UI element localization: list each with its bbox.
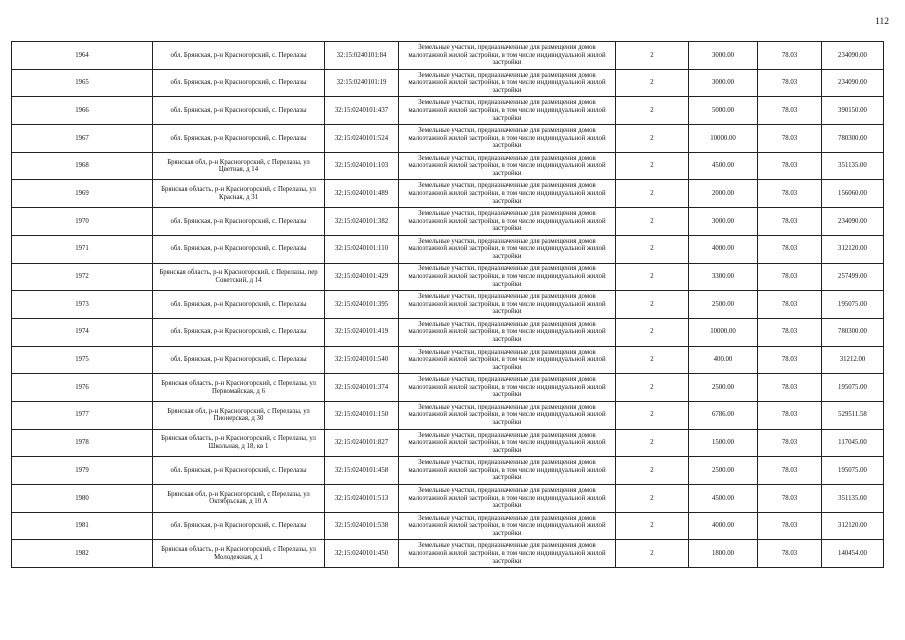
cadastral-value-cell: 31212.00 xyxy=(822,346,884,374)
area-cell: 4500.00 xyxy=(689,152,758,180)
table-row xyxy=(12,235,884,263)
row-number: 1979 xyxy=(12,457,153,485)
table-row xyxy=(12,540,884,568)
table-row xyxy=(12,263,884,291)
group-cell: 2 xyxy=(616,97,689,125)
area-cell: 3000.00 xyxy=(689,69,758,97)
rate-cell: 78.03 xyxy=(758,374,822,402)
table-row xyxy=(12,457,884,485)
cadastral-number-cell: 32:15:0240101:382 xyxy=(325,208,399,236)
land-use-cell: Земельные участки, предназначенные для размещения домов малоэтажной жилой застройки, в том числе индивидуальной жилой застройки xyxy=(399,263,616,291)
cadastral-number-cell: 32:15:0240101:540 xyxy=(325,346,399,374)
land-use-cell: Земельные участки, предназначенные для размещения домов малоэтажной жилой застройки, в том числе индивидуальной жилой застройки xyxy=(399,429,616,457)
cadastral-number-cell: 32:15:0240101:395 xyxy=(325,291,399,319)
area-cell: 2500.00 xyxy=(689,374,758,402)
cadastral-value-cell: 780300.00 xyxy=(822,125,884,153)
address-cell: Брянская обл, р-н Красногорский, с Перелазы, ул Пионерская, д 30 xyxy=(153,401,325,429)
group-cell: 2 xyxy=(616,485,689,513)
land-use-cell: Земельные участки, предназначенные для размещения домов малоэтажной жилой застройки, в том числе индивидуальной жилой застройки xyxy=(399,540,616,568)
address-cell: обл. Брянская, р-н Красногорский, с. Перелазы xyxy=(153,346,325,374)
row-number: 1977 xyxy=(12,401,153,429)
table-row xyxy=(12,318,884,346)
group-cell: 2 xyxy=(616,235,689,263)
group-cell: 2 xyxy=(616,318,689,346)
cadastral-value-cell: 257499.00 xyxy=(822,263,884,291)
rate-cell: 78.03 xyxy=(758,401,822,429)
row-number: 1969 xyxy=(12,180,153,208)
land-use-cell: Земельные участки, предназначенные для размещения домов малоэтажной жилой застройки, в том числе индивидуальной жилой застройки xyxy=(399,42,616,70)
cadastral-value-cell: 312120.00 xyxy=(822,235,884,263)
cadastral-value-cell: 195075.00 xyxy=(822,291,884,319)
address-cell: обл. Брянская, р-н Красногорский, с. Перелазы xyxy=(153,97,325,125)
cadastral-number-cell: 32:15:0240101:429 xyxy=(325,263,399,291)
area-cell: 3000.00 xyxy=(689,208,758,236)
rate-cell: 78.03 xyxy=(758,429,822,457)
row-number: 1965 xyxy=(12,69,153,97)
cadastral-number-cell: 32:15:0240101:827 xyxy=(325,429,399,457)
address-cell: Брянская обл, р-н Красногорский, с Перелазы, ул Октябрьская, д 10 А xyxy=(153,485,325,513)
rate-cell: 78.03 xyxy=(758,540,822,568)
address-cell: обл. Брянская, р-н Красногорский, с. Перелазы xyxy=(153,457,325,485)
address-cell: обл. Брянская, р-н Красногорский, с. Перелазы xyxy=(153,125,325,153)
cadastral-value-cell: 351135.00 xyxy=(822,485,884,513)
cadastral-number-cell: 32:15:0240101:458 xyxy=(325,457,399,485)
cadastral-value-cell: 195075.00 xyxy=(822,457,884,485)
area-cell: 2000.00 xyxy=(689,180,758,208)
group-cell: 2 xyxy=(616,69,689,97)
row-number: 1974 xyxy=(12,318,153,346)
group-cell: 2 xyxy=(616,42,689,70)
area-cell: 10000.00 xyxy=(689,318,758,346)
address-cell: обл. Брянская, р-н Красногорский, с. Перелазы xyxy=(153,291,325,319)
cadastral-value-cell: 117045.00 xyxy=(822,429,884,457)
cadastral-number-cell: 32:15:0240101:489 xyxy=(325,180,399,208)
land-use-cell: Земельные участки, предназначенные для размещения домов малоэтажной жилой застройки, в том числе индивидуальной жилой застройки xyxy=(399,512,616,540)
cadastral-value-cell: 780300.00 xyxy=(822,318,884,346)
table-row xyxy=(12,180,884,208)
group-cell: 2 xyxy=(616,512,689,540)
rate-cell: 78.03 xyxy=(758,125,822,153)
row-number: 1970 xyxy=(12,208,153,236)
cadastral-value-cell: 234090.00 xyxy=(822,42,884,70)
cadastral-number-cell: 32:15:0240101:524 xyxy=(325,125,399,153)
group-cell: 2 xyxy=(616,346,689,374)
rate-cell: 78.03 xyxy=(758,485,822,513)
table-row xyxy=(12,152,884,180)
row-number: 1966 xyxy=(12,97,153,125)
group-cell: 2 xyxy=(616,540,689,568)
address-cell: Брянская область, р-н Красногорский, с Перелазы, ул Красная, д 31 xyxy=(153,180,325,208)
land-use-cell: Земельные участки, предназначенные для размещения домов малоэтажной жилой застройки, в том числе индивидуальной жилой застройки xyxy=(399,152,616,180)
cadastral-number-cell: 32:15:0240101:374 xyxy=(325,374,399,402)
table-row xyxy=(12,208,884,236)
address-cell: обл. Брянская, р-н Красногорский, с. Перелазы xyxy=(153,208,325,236)
cadastral-number-cell: 32:15:0240101:110 xyxy=(325,235,399,263)
land-registry-table xyxy=(11,41,884,568)
address-cell: Брянская область, р-н Красногорский, с Перелазы, ул Молодежная, д 1 xyxy=(153,540,325,568)
group-cell: 2 xyxy=(616,291,689,319)
group-cell: 2 xyxy=(616,180,689,208)
rate-cell: 78.03 xyxy=(758,346,822,374)
rate-cell: 78.03 xyxy=(758,208,822,236)
group-cell: 2 xyxy=(616,125,689,153)
land-use-cell: Земельные участки, предназначенные для размещения домов малоэтажной жилой застройки, в том числе индивидуальной жилой застройки xyxy=(399,125,616,153)
rate-cell: 78.03 xyxy=(758,263,822,291)
land-use-cell: Земельные участки, предназначенные для размещения домов малоэтажной жилой застройки, в том числе индивидуальной жилой застройки xyxy=(399,235,616,263)
cadastral-value-cell: 351135.00 xyxy=(822,152,884,180)
cadastral-value-cell: 195075.00 xyxy=(822,374,884,402)
area-cell: 4000.00 xyxy=(689,512,758,540)
land-use-cell: Земельные участки, предназначенные для размещения домов малоэтажной жилой застройки, в том числе индивидуальной жилой застройки xyxy=(399,346,616,374)
table-row xyxy=(12,291,884,319)
table-row xyxy=(12,401,884,429)
land-use-cell: Земельные участки, предназначенные для размещения домов малоэтажной жилой застройки, в том числе индивидуальной жилой застройки xyxy=(399,97,616,125)
land-use-cell: Земельные участки, предназначенные для размещения домов малоэтажной жилой застройки, в том числе индивидуальной жилой застройки xyxy=(399,485,616,513)
cadastral-number-cell: 32:15:0240101:437 xyxy=(325,97,399,125)
group-cell: 2 xyxy=(616,208,689,236)
table-row xyxy=(12,97,884,125)
table-row xyxy=(12,125,884,153)
land-use-cell: Земельные участки, предназначенные для размещения домов малоэтажной жилой застройки, в том числе индивидуальной жилой застройки xyxy=(399,374,616,402)
cadastral-number-cell: 32:15:0240101:84 xyxy=(325,42,399,70)
table-row xyxy=(12,512,884,540)
row-number: 1972 xyxy=(12,263,153,291)
row-number: 1982 xyxy=(12,540,153,568)
row-number: 1967 xyxy=(12,125,153,153)
row-number: 1975 xyxy=(12,346,153,374)
area-cell: 3000.00 xyxy=(689,42,758,70)
rate-cell: 78.03 xyxy=(758,42,822,70)
cadastral-number-cell: 32:15:0240101:103 xyxy=(325,152,399,180)
address-cell: Брянская область, р-н Красногорский, с Перелазы, пер Советский, д 14 xyxy=(153,263,325,291)
cadastral-value-cell: 234090.00 xyxy=(822,69,884,97)
land-use-cell: Земельные участки, предназначенные для размещения домов малоэтажной жилой застройки, в том числе индивидуальной жилой застройки xyxy=(399,69,616,97)
table-row xyxy=(12,485,884,513)
row-number: 1973 xyxy=(12,291,153,319)
area-cell: 1500.00 xyxy=(689,429,758,457)
cadastral-number-cell: 32:15:0240101:513 xyxy=(325,485,399,513)
area-cell: 2500.00 xyxy=(689,457,758,485)
area-cell: 3300.00 xyxy=(689,263,758,291)
table-row xyxy=(12,374,884,402)
rate-cell: 78.03 xyxy=(758,291,822,319)
area-cell: 1800.00 xyxy=(689,540,758,568)
cadastral-number-cell: 32:15:0240101:419 xyxy=(325,318,399,346)
rate-cell: 78.03 xyxy=(758,97,822,125)
land-use-cell: Земельные участки, предназначенные для размещения домов малоэтажной жилой застройки, в том числе индивидуальной жилой застройки xyxy=(399,208,616,236)
address-cell: Брянская область, р-н Красногорский, с Перелазы, ул Первомайская, д 6 xyxy=(153,374,325,402)
land-use-cell: Земельные участки, предназначенные для размещения домов малоэтажной жилой застройки, в том числе индивидуальной жилой застройки xyxy=(399,457,616,485)
row-number: 1980 xyxy=(12,485,153,513)
row-number: 1978 xyxy=(12,429,153,457)
group-cell: 2 xyxy=(616,401,689,429)
row-number: 1971 xyxy=(12,235,153,263)
group-cell: 2 xyxy=(616,429,689,457)
area-cell: 4500.00 xyxy=(689,485,758,513)
cadastral-value-cell: 312120.00 xyxy=(822,512,884,540)
page-number: 112 xyxy=(875,17,889,27)
group-cell: 2 xyxy=(616,457,689,485)
address-cell: Брянская обл, р-н Красногорский, с Перелазы, ул Цветная, д 14 xyxy=(153,152,325,180)
area-cell: 5000.00 xyxy=(689,97,758,125)
rate-cell: 78.03 xyxy=(758,180,822,208)
cadastral-value-cell: 529511.58 xyxy=(822,401,884,429)
area-cell: 2500.00 xyxy=(689,291,758,319)
table-row xyxy=(12,346,884,374)
address-cell: обл. Брянская, р-н Красногорский, с. Перелазы xyxy=(153,512,325,540)
rate-cell: 78.03 xyxy=(758,235,822,263)
area-cell: 400.00 xyxy=(689,346,758,374)
cadastral-value-cell: 390150.00 xyxy=(822,97,884,125)
cadastral-value-cell: 140454.00 xyxy=(822,540,884,568)
row-number: 1976 xyxy=(12,374,153,402)
rate-cell: 78.03 xyxy=(758,512,822,540)
address-cell: обл. Брянская, р-н Красногорский, с. Перелазы xyxy=(153,318,325,346)
area-cell: 10000.00 xyxy=(689,125,758,153)
table-row xyxy=(12,429,884,457)
cadastral-value-cell: 156060.00 xyxy=(822,180,884,208)
cadastral-number-cell: 32:15:0240101:150 xyxy=(325,401,399,429)
group-cell: 2 xyxy=(616,263,689,291)
address-cell: обл. Брянская, р-н Красногорский, с. Перелазы xyxy=(153,69,325,97)
row-number: 1981 xyxy=(12,512,153,540)
cadastral-number-cell: 32:15:0240101:538 xyxy=(325,512,399,540)
cadastral-number-cell: 32:15:0240101:19 xyxy=(325,69,399,97)
row-number: 1964 xyxy=(12,42,153,70)
land-use-cell: Земельные участки, предназначенные для размещения домов малоэтажной жилой застройки, в том числе индивидуальной жилой застройки xyxy=(399,318,616,346)
table-body xyxy=(12,42,884,568)
cadastral-value-cell: 234090.00 xyxy=(822,208,884,236)
rate-cell: 78.03 xyxy=(758,69,822,97)
land-use-cell: Земельные участки, предназначенные для размещения домов малоэтажной жилой застройки, в том числе индивидуальной жилой застройки xyxy=(399,291,616,319)
table-row xyxy=(12,42,884,70)
address-cell: обл. Брянская, р-н Красногорский, с. Перелазы xyxy=(153,235,325,263)
table-row xyxy=(12,69,884,97)
area-cell: 4000.00 xyxy=(689,235,758,263)
area-cell: 6786.00 xyxy=(689,401,758,429)
address-cell: обл. Брянская, р-н Красногорский, с. Перелазы xyxy=(153,42,325,70)
rate-cell: 78.03 xyxy=(758,318,822,346)
cadastral-number-cell: 32:15:0240101:450 xyxy=(325,540,399,568)
group-cell: 2 xyxy=(616,374,689,402)
land-use-cell: Земельные участки, предназначенные для размещения домов малоэтажной жилой застройки, в том числе индивидуальной жилой застройки xyxy=(399,401,616,429)
row-number: 1968 xyxy=(12,152,153,180)
rate-cell: 78.03 xyxy=(758,457,822,485)
rate-cell: 78.03 xyxy=(758,152,822,180)
group-cell: 2 xyxy=(616,152,689,180)
land-use-cell: Земельные участки, предназначенные для размещения домов малоэтажной жилой застройки, в том числе индивидуальной жилой застройки xyxy=(399,180,616,208)
address-cell: Брянская область, р-н Красногорский, с Перелазы, ул Школьная, д 18, кв 1 xyxy=(153,429,325,457)
